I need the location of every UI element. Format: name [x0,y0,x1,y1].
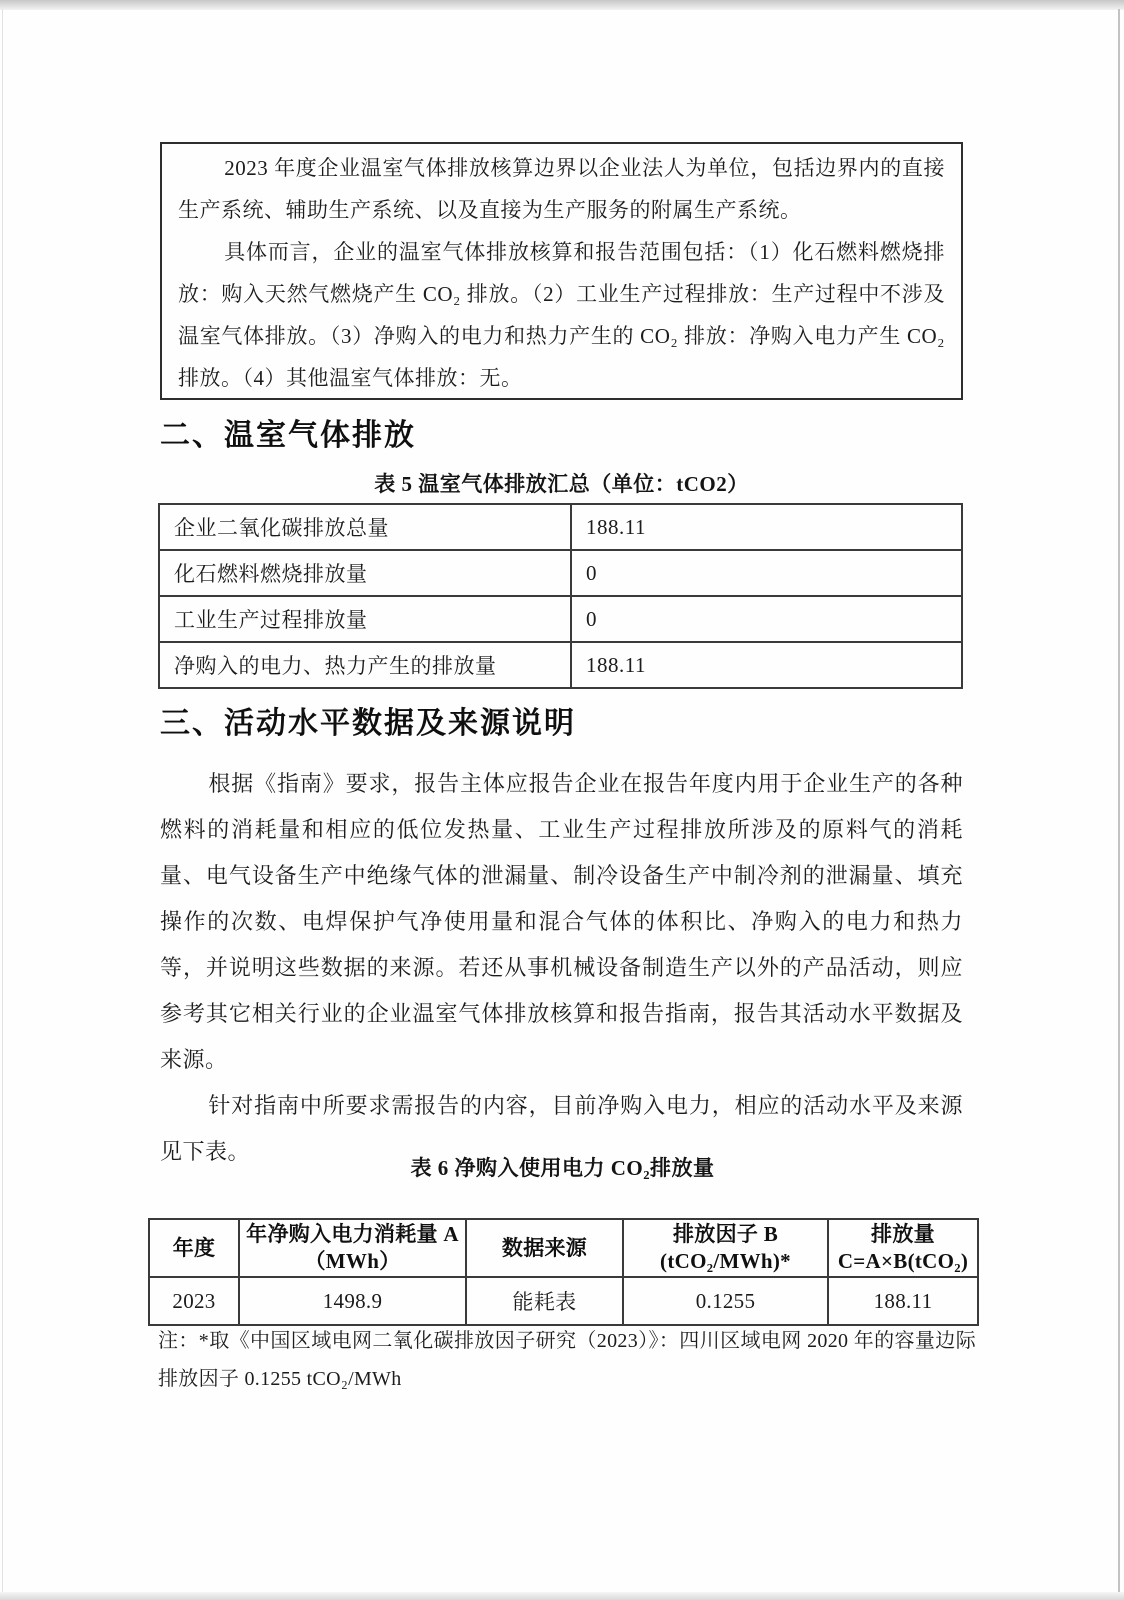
section-heading-activity-data: 三、活动水平数据及来源说明 [160,707,576,740]
body-paragraph: 根据《指南》要求，报告主体应报告企业在报告年度内用于企业生产的各种燃料的消耗量和相应的低位发热量、工业生产过程排放所涉及的原料气的消耗量、电气设备生产中绝缘气体的泄漏量、制冷设备生产中制冷剂的泄漏量、填充操作的次数、电焊保护气净使用量和混合气体的体积比、净购入的电力和热力等，并说明这些数据的来源。若还从事机械设备制造生产以外的产品活动，则应参考其它相关行业的企业温室气体排放核算和报告指南，报告其活动水平数据及来源。 [160,771,963,1072]
activity-data-paragraphs [160,761,963,1175]
scan-edge-bottom [0,1592,1124,1600]
accounting-boundary-box [160,142,963,400]
header-line2: （MWh） [304,1249,401,1273]
row-label: 化石燃料燃烧排放量 [159,550,571,596]
emissions-summary-table [158,503,963,689]
row-label: 工业生产过程排放量 [159,596,571,642]
column-header-consumption [239,1219,466,1277]
row-label: 企业二氧化碳排放总量 [159,504,571,550]
header-line1: 年净购入电力消耗量 A [246,1222,459,1246]
column-header-emissions [828,1219,978,1277]
data-cell-factor: 0.1255 [623,1277,828,1325]
scan-edge-left [2,9,3,1593]
data-cell-source: 能耗表 [466,1277,623,1325]
row-value: 0 [571,550,962,596]
row-value: 188.11 [571,642,962,688]
header-line1: 数据来源 [501,1235,588,1260]
table-data-row [149,1277,978,1325]
electricity-emissions-table [148,1218,979,1326]
table-header-row [149,1219,978,1277]
row-value: 188.11 [571,504,962,550]
header-line1: 年度 [172,1235,216,1260]
scope-paragraph: 具体而言，企业的温室气体排放核算和报告范围包括：（1）化石燃料燃烧排放：购入天然气燃烧产生 CO₂ 排放。（2）工业生产过程排放：生产过程中不涉及温室气体排放。（3）净购入的电力和热力产生的 CO₂ 排放：净购入电力产生 CO₂ 排放。（4）其他温室气体排放：无。 [178,240,945,390]
table-row [159,642,962,688]
table-row [159,504,962,550]
column-header-factor [623,1219,828,1277]
table5-caption: 表 5 温室气体排放汇总（单位：tCO2） [374,472,749,496]
boundary-paragraph: 2023 年度企业温室气体排放核算边界以企业法人为单位，包括边界内的直接生产系统、辅助生产系统、以及直接为生产服务的附属生产系统。 [178,156,945,222]
table6-footnote: 注：*取《中国区域电网二氧化碳排放因子研究（2023）》：四川区域电网 2020 年的容量边际排放因子 0.1255 tCO₂/MWh [158,1330,976,1390]
table6-caption: 表 6 净购入使用电力 CO₂排放量 [410,1156,715,1180]
data-cell-year: 2023 [149,1277,239,1325]
data-cell-consumption: 1498.9 [239,1277,466,1325]
scan-edge-top [0,0,1124,10]
header-line1: 排放量 [871,1222,935,1246]
body-paragraph: 针对指南中所要求需报告的内容，目前净购入电力，相应的活动水平及来源见下表。 [160,1093,963,1164]
column-header-source [466,1219,623,1277]
data-cell-emissions: 188.11 [828,1277,978,1325]
row-value: 0 [571,596,962,642]
row-label: 净购入的电力、热力产生的排放量 [159,642,571,688]
column-header-year [149,1219,239,1277]
header-line2: (tCO₂/MWh)* [660,1249,791,1273]
header-line1: 排放因子 B [672,1222,779,1246]
header-line2: C=A×B(tCO₂) [837,1249,969,1273]
table-row [159,550,962,596]
section-heading-ghg-emissions: 二、温室气体排放 [160,419,416,452]
table-row [159,596,962,642]
scan-edge-right [1118,9,1120,1593]
